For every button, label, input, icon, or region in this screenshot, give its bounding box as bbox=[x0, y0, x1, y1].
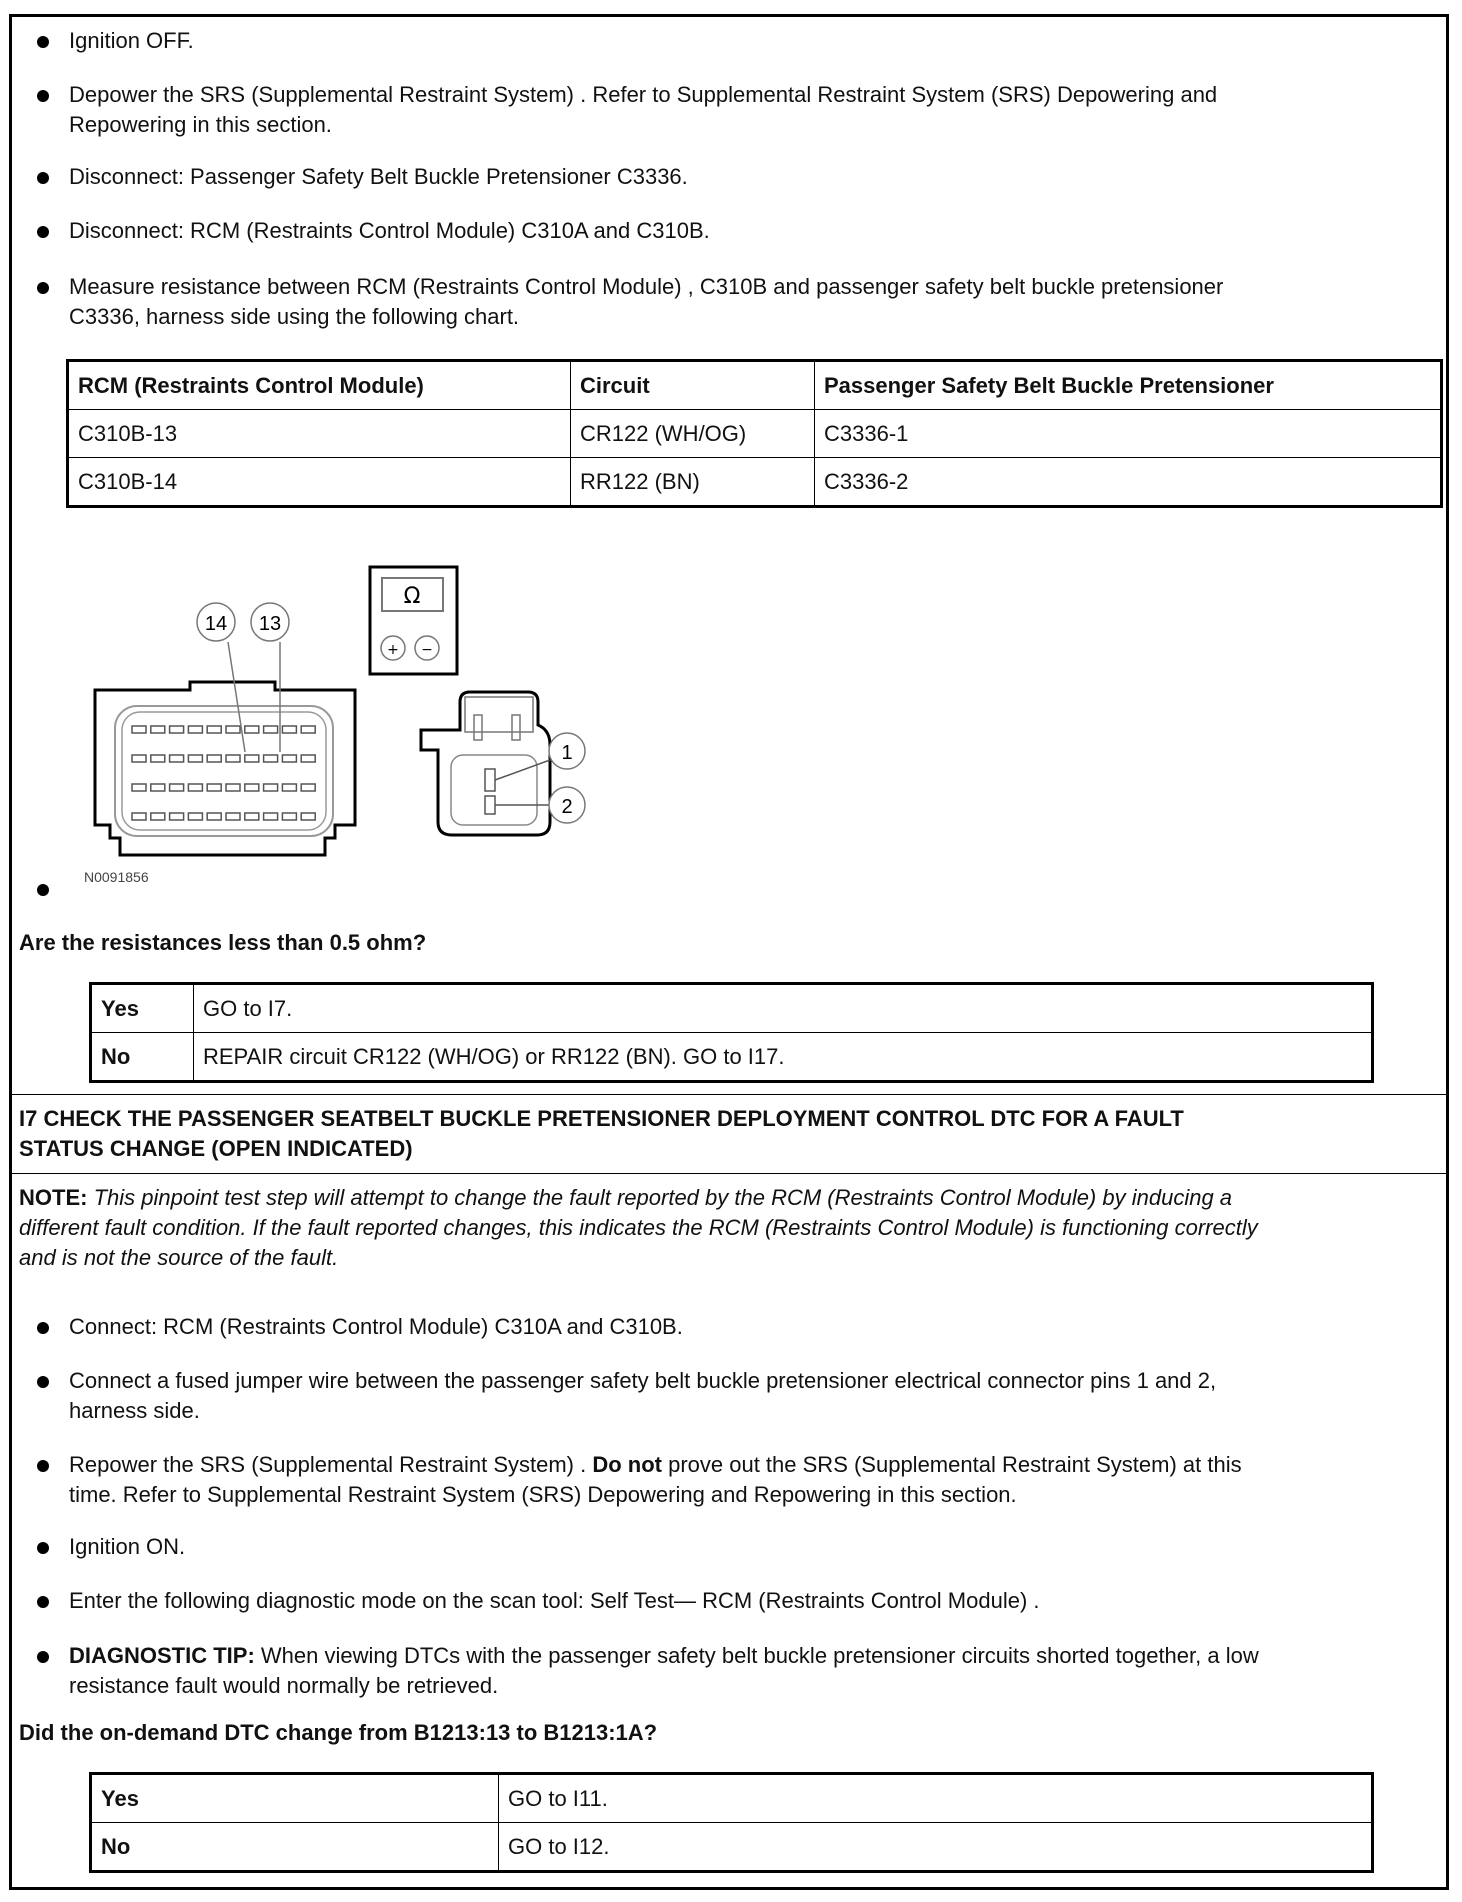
answer-row-no bbox=[92, 1033, 1372, 1081]
section-title: I7 CHECK THE PASSENGER SEATBELT BUCKLE PRETENSIONER DEPLOYMENT CONTROL DTC FOR A FAULT bbox=[19, 1106, 1184, 1131]
step-text: Measure resistance between RCM (Restraints Control Module) , C310B and passenger safety belt buckle pretensioner bbox=[69, 274, 1224, 299]
pin-table bbox=[68, 361, 1441, 506]
emphasis: Do not bbox=[592, 1452, 662, 1477]
table-cell: C310B-14 bbox=[69, 458, 571, 506]
bullet-icon bbox=[37, 90, 49, 102]
connector-pin bbox=[245, 813, 259, 820]
bullet-icon bbox=[37, 1542, 49, 1554]
step-text: Ignition ON. bbox=[69, 1534, 186, 1559]
connector-pin bbox=[188, 755, 202, 762]
connector-pin bbox=[245, 784, 259, 791]
step-text: Disconnect: Passenger Safety Belt Buckle Pretensioner C3336. bbox=[69, 164, 688, 189]
step-text bbox=[69, 1641, 1259, 1671]
note bbox=[19, 1183, 1232, 1213]
answer-action: REPAIR circuit CR122 (WH/OG) or RR122 (BN). GO to I17. bbox=[194, 1033, 1372, 1081]
connector-pin bbox=[301, 726, 315, 733]
answer-action: GO to I12. bbox=[499, 1823, 1372, 1871]
answer-row-yes bbox=[92, 985, 1372, 1033]
connector-pin bbox=[151, 726, 165, 733]
plus-terminal: + bbox=[387, 642, 399, 658]
connector-pin bbox=[226, 813, 240, 820]
step-text: Depower the SRS (Supplemental Restraint System) . Refer to Supplemental Restraint System (SRS) Depowering and bbox=[69, 82, 1218, 107]
connector-pin bbox=[170, 813, 184, 820]
connector-pin bbox=[245, 726, 259, 733]
ohm-symbol: Ω bbox=[403, 584, 421, 609]
connector-pin bbox=[188, 813, 202, 820]
ohmmeter-icon bbox=[370, 567, 457, 674]
step-text bbox=[69, 1450, 1242, 1480]
bullet-icon bbox=[37, 226, 49, 238]
bullet-icon bbox=[37, 1376, 49, 1388]
connector-pin bbox=[301, 755, 315, 762]
callout-label: 1 bbox=[561, 742, 573, 764]
connector-pin bbox=[282, 813, 296, 820]
answer-row-no bbox=[92, 1823, 1372, 1871]
answer-row-yes bbox=[92, 1775, 1372, 1823]
connector-pin bbox=[170, 784, 184, 791]
table-cell: RR122 (BN) bbox=[571, 458, 815, 506]
step-text: Connect: RCM (Restraints Control Module) C310A and C310B. bbox=[69, 1314, 683, 1339]
connector-pin bbox=[301, 813, 315, 820]
connector-pin bbox=[264, 813, 278, 820]
callout-label: 14 bbox=[204, 613, 228, 635]
connector-pin bbox=[207, 813, 221, 820]
callout-label: 13 bbox=[258, 613, 282, 635]
bullet-icon bbox=[37, 1651, 49, 1663]
rcm-connector-icon bbox=[95, 603, 355, 855]
step-text: time. Refer to Supplemental Restraint System (SRS) Depowering and Repowering in this section. bbox=[69, 1482, 1017, 1507]
connector-pin bbox=[245, 755, 259, 762]
connector-pin bbox=[207, 784, 221, 791]
connector-pin bbox=[207, 726, 221, 733]
answer-label: Yes bbox=[92, 985, 194, 1033]
connector-pin bbox=[132, 755, 146, 762]
connector-pin bbox=[170, 755, 184, 762]
connector-pin bbox=[264, 755, 278, 762]
connector-pin bbox=[207, 755, 221, 762]
step-text: Enter the following diagnostic mode on the scan tool: Self Test— RCM (Restraints Control Module) . bbox=[69, 1588, 1040, 1613]
step-text: Disconnect: RCM (Restraints Control Module) C310A and C310B. bbox=[69, 218, 710, 243]
minus-terminal: − bbox=[421, 642, 433, 658]
bullet-icon bbox=[37, 282, 49, 294]
bullet-icon bbox=[37, 884, 49, 896]
bullet-icon bbox=[37, 1322, 49, 1334]
connector-pin bbox=[264, 726, 278, 733]
divider bbox=[12, 1173, 1446, 1174]
divider bbox=[12, 1094, 1446, 1095]
answer-label: No bbox=[92, 1033, 194, 1081]
pretensioner-connector-icon bbox=[421, 692, 585, 835]
connector-pin bbox=[264, 784, 278, 791]
connector-pin bbox=[226, 726, 240, 733]
connector-pin bbox=[170, 726, 184, 733]
connector-pin bbox=[188, 784, 202, 791]
answer-action: GO to I7. bbox=[194, 985, 1372, 1033]
step-text-part: Repower the SRS (Supplemental Restraint System) . bbox=[69, 1452, 593, 1477]
connector-pin bbox=[132, 784, 146, 791]
answer-table bbox=[91, 1774, 1372, 1871]
table-row bbox=[69, 410, 1441, 458]
connector-pin bbox=[188, 726, 202, 733]
connector-pin bbox=[151, 813, 165, 820]
table-header-row bbox=[69, 362, 1441, 410]
step-text: harness side. bbox=[69, 1398, 200, 1423]
callout-label: 2 bbox=[561, 796, 573, 818]
connector-pin bbox=[282, 755, 296, 762]
note-text: different fault condition. If the fault reported changes, this indicates the RCM (Restraints Control Module) is functioning correctly bbox=[19, 1215, 1258, 1240]
connector-diagram bbox=[80, 560, 620, 890]
connector-pin bbox=[132, 726, 146, 733]
tip-label: DIAGNOSTIC TIP: bbox=[69, 1643, 255, 1668]
bullet-icon bbox=[37, 1596, 49, 1608]
step-text: C3336, harness side using the following chart. bbox=[69, 304, 520, 329]
table-cell: C310B-13 bbox=[69, 410, 571, 458]
answer-action: GO to I11. bbox=[499, 1775, 1372, 1823]
step-text-part: prove out the SRS (Supplemental Restraint System) at this bbox=[661, 1452, 1242, 1477]
answer-label: No bbox=[92, 1823, 499, 1871]
step-text: Connect a fused jumper wire between the passenger safety belt buckle pretensioner electrical connector pins 1 and 2, bbox=[69, 1368, 1217, 1393]
section-title: STATUS CHANGE (OPEN INDICATED) bbox=[19, 1136, 413, 1161]
table-cell: C3336-2 bbox=[815, 458, 1441, 506]
connector-pin bbox=[226, 784, 240, 791]
bullet-icon bbox=[37, 172, 49, 184]
table-row bbox=[69, 458, 1441, 506]
figure-id: N0091856 bbox=[84, 869, 149, 885]
step-text-part: When viewing DTCs with the passenger safety belt buckle pretensioner circuits shorted together, a low bbox=[254, 1643, 1259, 1668]
column-header: Passenger Safety Belt Buckle Pretensioner bbox=[815, 362, 1441, 410]
connector-pin bbox=[282, 726, 296, 733]
step-text: Repowering in this section. bbox=[69, 112, 332, 137]
bullet-icon bbox=[37, 36, 49, 48]
connector-pin bbox=[282, 784, 296, 791]
column-header: RCM (Restraints Control Module) bbox=[69, 362, 571, 410]
question-text: Are the resistances less than 0.5 ohm? bbox=[19, 930, 427, 955]
note-text: This pinpoint test step will attempt to change the fault reported by the RCM (Restraints Control Module) by inducing a bbox=[87, 1185, 1233, 1210]
table-cell: C3336-1 bbox=[815, 410, 1441, 458]
connector-pin bbox=[226, 755, 240, 762]
step-text: resistance fault would normally be retrieved. bbox=[69, 1673, 499, 1698]
table-cell: CR122 (WH/OG) bbox=[571, 410, 815, 458]
connector-pin bbox=[132, 813, 146, 820]
note-text: and is not the source of the fault. bbox=[19, 1245, 339, 1270]
connector-pin bbox=[301, 784, 315, 791]
answer-label: Yes bbox=[92, 1775, 499, 1823]
connector-pin bbox=[151, 784, 165, 791]
column-header: Circuit bbox=[571, 362, 815, 410]
answer-table bbox=[91, 984, 1372, 1081]
step-text: Ignition OFF. bbox=[69, 28, 194, 53]
note-label: NOTE: bbox=[19, 1185, 88, 1210]
bullet-icon bbox=[37, 1460, 49, 1472]
question-text: Did the on-demand DTC change from B1213:13 to B1213:1A? bbox=[19, 1720, 658, 1745]
connector-pin bbox=[151, 755, 165, 762]
